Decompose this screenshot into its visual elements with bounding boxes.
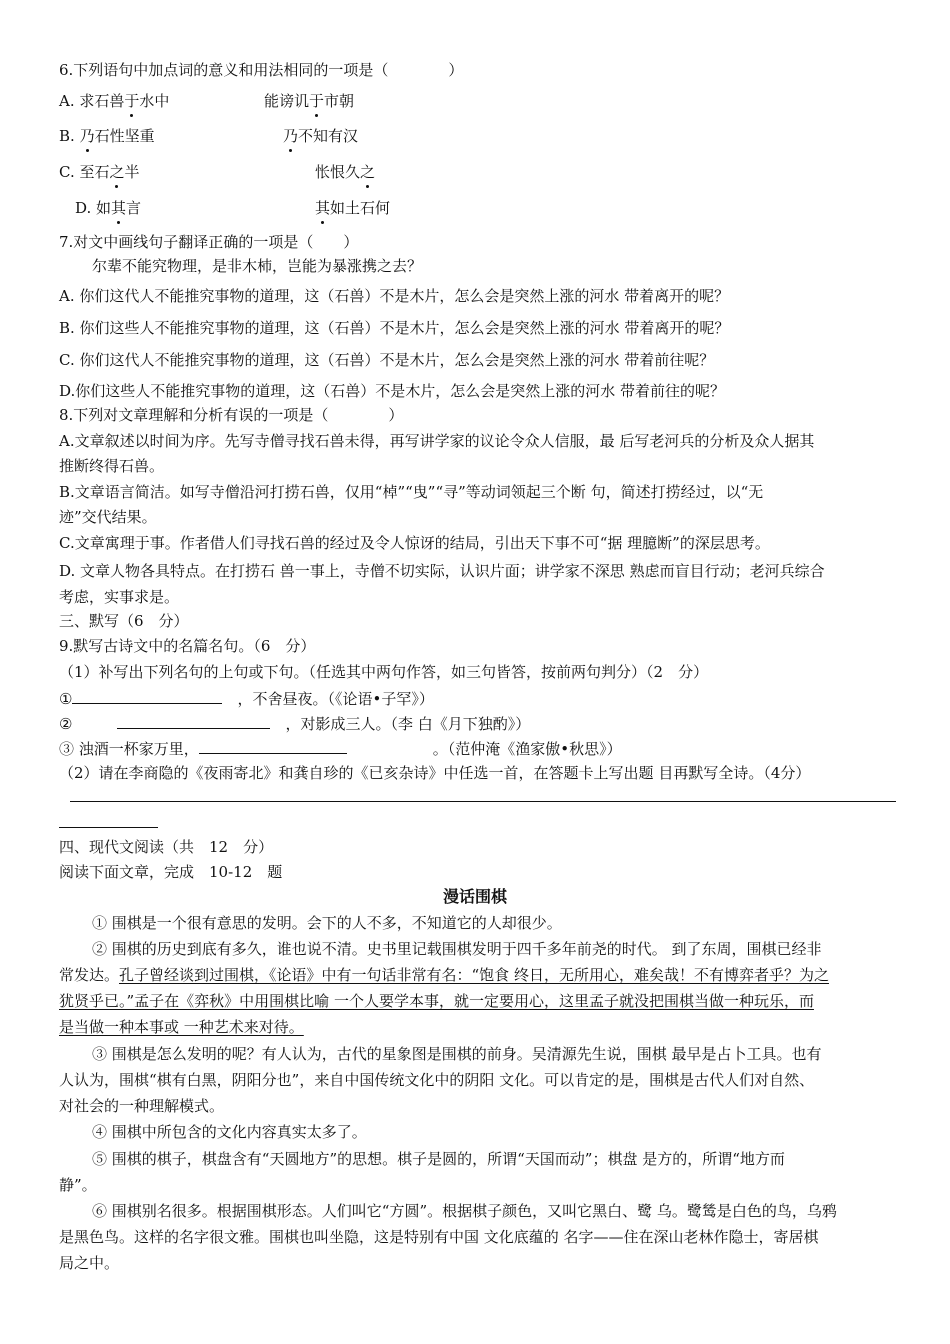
paragraph-3-line2: 人认为，围棋“棋有白黑，阴阳分也”，来自中国传统文化中的阴阳 文化。可以肯定的是，围棋是古代人们对自然、 [59, 1071, 815, 1089]
q8-option-a-line2: 推断终得石兽。 [59, 457, 165, 475]
paragraph-2-line3: 犹贤乎已。”孟子在《弈秋》中用围棋比喻 一个人要学本事，就一定要用心，这里孟子就没把围棋当做一种玩乐，而 [59, 992, 814, 1010]
paragraph-6-line3: 局之中。 [59, 1254, 120, 1272]
q8-option-a-line1: A.文章叙述以时间为序。先写寺僧寻找石兽未得，再写讲学家的议论令众人信服，最 后写老河兵的分析及众人据其 [59, 432, 815, 450]
q9-line1: ① ，不舍昼夜。（《论语•子罕》） [59, 687, 434, 709]
q6-option-c: C. 至石之半 [59, 163, 140, 181]
q9-line2: ② ，对影成三人。（李 白《月下独酌》） [59, 712, 530, 734]
q6-option-c-compare: 怅恨久之 [315, 163, 376, 181]
q7-stem: 7.对文中画线句子翻译正确的一项是（ ） [59, 233, 359, 251]
q6-stem: 6.下列语句中加点词的意义和用法相同的一项是（ ） [59, 61, 464, 79]
q8-option-b-line1: B.文章语言简洁。如写寺僧沿河打捞石兽，仅用“棹”“曳”“寻”等动词领起三个断 句，简述打捞经过，以“无 [59, 483, 764, 501]
q7-option-d: D.你们这些人不能推究事物的道理，这（石兽）不是木片，怎么会是突然上涨的河水 带着前往的呢？ [59, 382, 726, 400]
paragraph-6-line2: 是黑色鸟。这样的名字很文雅。围棋也叫坐隐，这是特别有中国 文化底蕴的 名字——住在深山老林作隐士，寄居棋 [59, 1228, 819, 1246]
q9-line3: ③ 浊酒一杯家万里， 。（范仲淹《渔家傲•秋思》） [59, 737, 622, 759]
q6-option-b: B. 乃石性坚重 [59, 127, 155, 145]
paragraph-5-line2: 静”。 [59, 1176, 97, 1194]
q9-part2: （2）请在李商隐的《夜雨寄北》和龚自珍的《已亥杂诗》中任选一首，在答题卡上写出题 目再默写全诗。（4分） [59, 764, 811, 782]
q6-option-d-compare: 其如土石何 [315, 199, 391, 217]
answer-line [70, 801, 896, 802]
paragraph-2-line1: ② 围棋的历史到底有多久，谁也说不清。史书里记载围棋发明于四千多年前尧的时代。 到了东周，围棋已经非 [92, 940, 822, 958]
q8-option-c: C.文章寓理于事。作者借人们寻找石兽的经过及令人惊讶的结局，引出天下事不可“据 理臆断”的深层思考。 [59, 534, 770, 552]
paragraph-6-line1: ⑥ 围棋别名很多。根据围棋形态。人们叫它“方圆”。根据棋子颜色，又叫它黑白、鹭 乌。鹭鸶是白色的鸟，乌鸦 [92, 1202, 837, 1220]
section3-title: 三、默写（6 分） [59, 612, 189, 630]
paragraph-2-line4: 是当做一种本事或 一种艺术来对待。 [59, 1018, 304, 1036]
paragraph-4: ④ 围棋中所包含的文化内容真实太多了。 [92, 1123, 367, 1141]
section4-intro: 阅读下面文章，完成 10-12 题 [59, 863, 283, 881]
answer-blank-1[interactable] [72, 687, 222, 704]
paragraph-5-line1: ⑤ 围棋的棋子，棋盘含有“天圆地方”的思想。棋子是圆的，所谓“天国而动”；棋盘 是方的，所谓“地方而 [92, 1150, 785, 1168]
paragraph-3-line3: 对社会的一种理解模式。 [59, 1097, 225, 1115]
answer-blank-3[interactable] [199, 737, 347, 754]
paragraph-2-line2: 常发达。孔子曾经谈到过围棋，《论语》中有一句话非常有名：“饱食 终日，无所用心，难矣哉！不有博弈者乎？为之 [59, 966, 829, 984]
q7-option-c: C. 你们这代人不能推究事物的道理，这（石兽）不是木片，怎么会是突然上涨的河水 带着前往呢？ [59, 351, 715, 369]
q7-option-b: B. 你们这些人不能推究事物的道理，这（石兽）不是木片，怎么会是突然上涨的河水 带着离开的呢？ [59, 319, 730, 337]
article-title: 漫话围棋 [443, 887, 508, 906]
answer-line-short [59, 827, 158, 828]
q6-option-a: A. 求石兽于水中 [59, 92, 170, 110]
q8-option-d-line1: D. 文章人物各具特点。在打捞石 兽一事上，寺僧不切实际，认识片面；讲学家不深思 熟虑而盲目行动；老河兵综合 [59, 562, 825, 580]
q9-part1: （1）补写出下列名句的上句或下句。（任选其中两句作答，如三句皆答，按前两句判分）（2 分） [59, 663, 709, 681]
q6-option-b-compare: 乃不知有汉 [283, 127, 359, 145]
q8-option-b-line2: 迹”交代结果。 [59, 508, 157, 526]
q6-option-d: D. 如其言 [75, 199, 142, 217]
q7-sentence: 尔辈不能究物理，是非木杮，岂能为暴涨携之去？ [92, 257, 423, 275]
q8-option-d-line2: 考虑，实事求是。 [59, 588, 180, 606]
answer-blank-2[interactable] [117, 712, 270, 729]
paragraph-1: ① 围棋是一个很有意思的发明。会下的人不多，不知道它的人却很少。 [92, 914, 562, 932]
section4-title: 四、现代文阅读（共 12 分） [59, 838, 274, 856]
paragraph-3-line1: ③ 围棋是怎么发明的呢？有人认为，古代的星象图是围棋的前身。吴清源先生说，围棋 最早是占卜工具。也有 [92, 1045, 822, 1063]
q8-stem: 8.下列对文章理解和分析有误的一项是（ ） [59, 406, 404, 424]
underlined-sentence: 孔子曾经谈到过围棋，《论语》中有一句话非常有名：“饱食 终日，无所用心，难矣哉！不有博弈者乎？为之 [119, 966, 829, 984]
q7-option-a: A. 你们这代人不能推究事物的道理，这（石兽）不是木片，怎么会是突然上涨的河水 带着离开的呢？ [59, 287, 730, 305]
q6-option-a-compare: 能谤讥于市朝 [264, 92, 355, 110]
q9-stem: 9.默写古诗文中的名篇名句。（6 分） [59, 637, 316, 655]
